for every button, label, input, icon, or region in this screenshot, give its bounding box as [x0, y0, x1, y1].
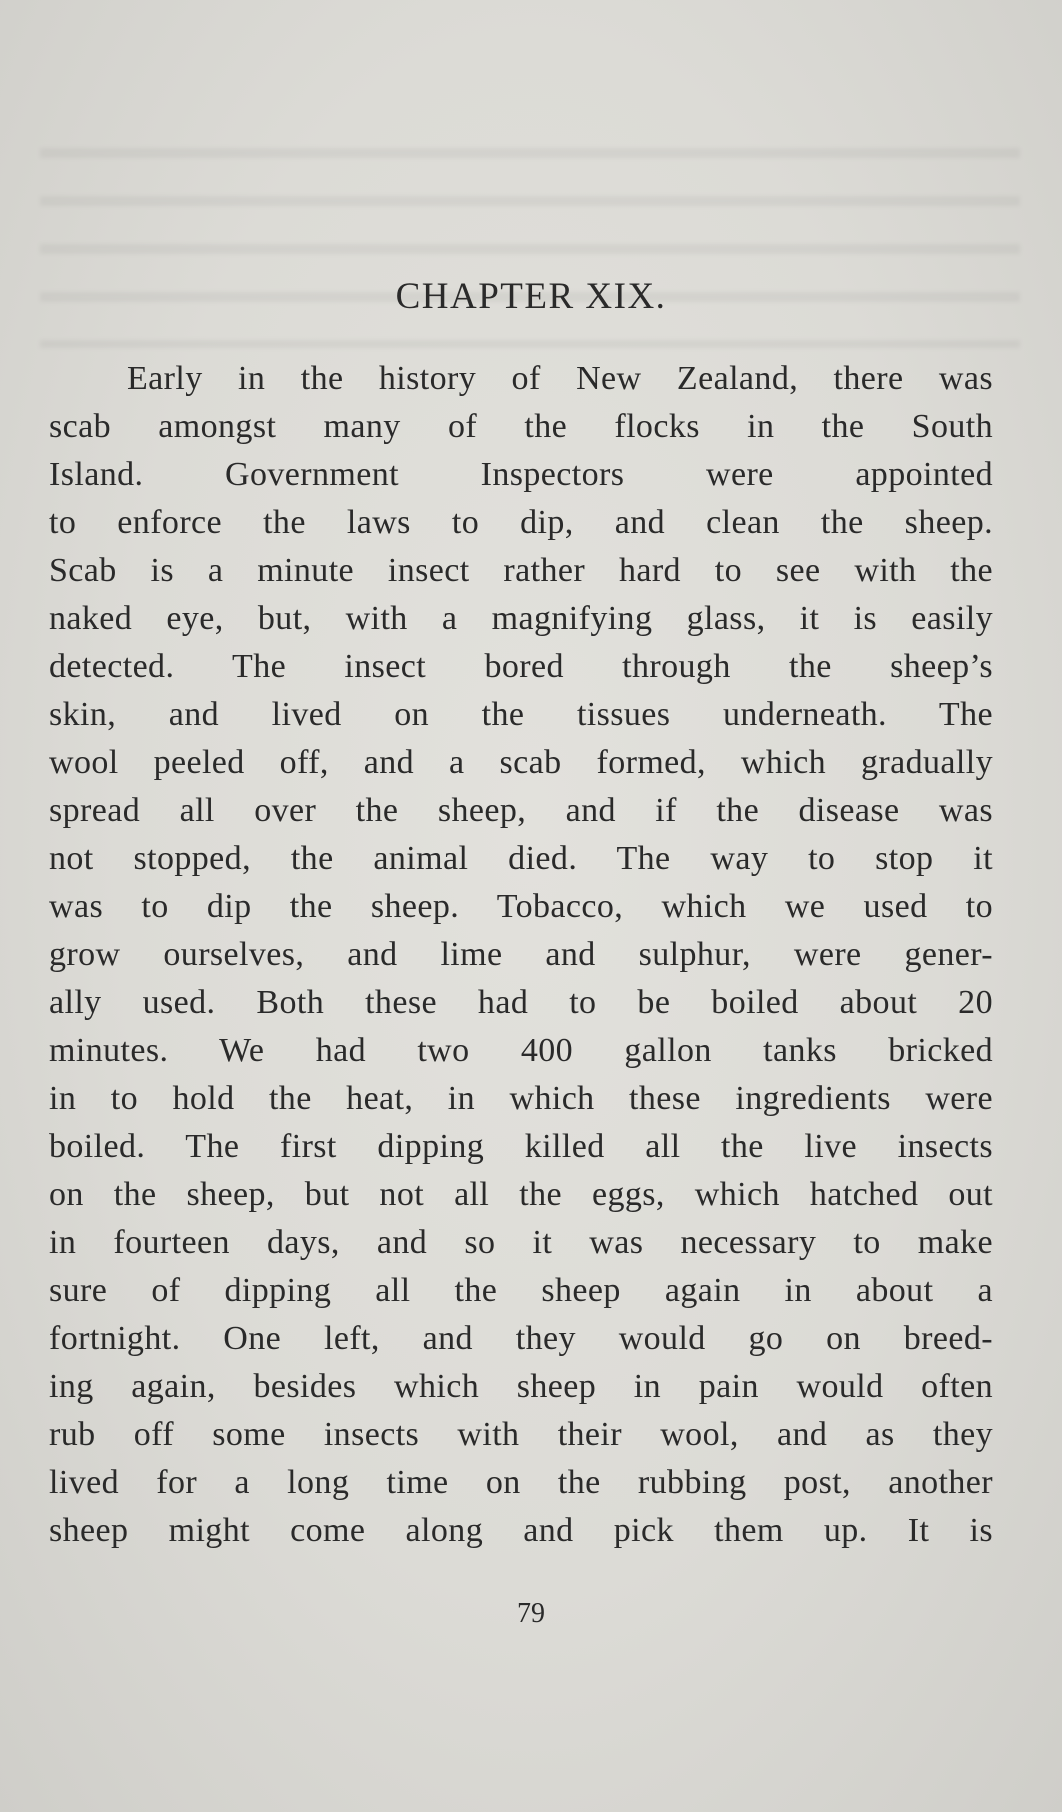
text-line: on the sheep, but not all the eggs, which hatched out	[49, 1176, 993, 1213]
text-line: ally used. Both these had to be boiled about 20	[49, 984, 993, 1021]
text-line: sheep might come along and pick them up. It is	[49, 1512, 993, 1549]
text-line: sure of dipping all the sheep again in about a	[49, 1272, 993, 1309]
body-paragraph	[49, 355, 993, 1555]
text-line: grow ourselves, and lime and sulphur, were gener-	[49, 936, 993, 973]
text-line: in fourteen days, and so it was necessary to make	[49, 1224, 993, 1261]
text-line: wool peeled off, and a scab formed, which gradually	[49, 744, 993, 781]
text-line: scab amongst many of the flocks in the South	[49, 408, 993, 445]
text-line: rub off some insects with their wool, and as they	[49, 1416, 993, 1453]
text-line: ing again, besides which sheep in pain would often	[49, 1368, 993, 1405]
text-line: detected. The insect bored through the sheep’s	[49, 648, 993, 685]
text-line: minutes. We had two 400 gallon tanks bricked	[49, 1032, 993, 1069]
text-line: naked eye, but, with a magnifying glass, it is easily	[49, 600, 993, 637]
text-line: spread all over the sheep, and if the disease was	[49, 792, 993, 829]
text-line: boiled. The first dipping killed all the live insects	[49, 1128, 993, 1165]
text-line: not stopped, the animal died. The way to stop it	[49, 840, 993, 877]
chapter-title: CHAPTER XIX.	[395, 276, 667, 317]
text-line: in to hold the heat, in which these ingredients were	[49, 1080, 993, 1117]
text-line: Island. Government Inspectors were appointed	[49, 456, 993, 493]
text-line: Scab is a minute insect rather hard to see with the	[49, 552, 993, 589]
page-number: 79	[517, 1598, 545, 1629]
text-line: to enforce the laws to dip, and clean the sheep.	[49, 504, 993, 541]
text-line: skin, and lived on the tissues underneath. The	[49, 696, 993, 733]
text-line: was to dip the sheep. Tobacco, which we used to	[49, 888, 993, 925]
text-line: Early in the history of New Zealand, there was	[127, 360, 993, 397]
text-line: lived for a long time on the rubbing post, another	[49, 1464, 993, 1501]
text-line: fortnight. One left, and they would go on breed-	[49, 1320, 993, 1357]
